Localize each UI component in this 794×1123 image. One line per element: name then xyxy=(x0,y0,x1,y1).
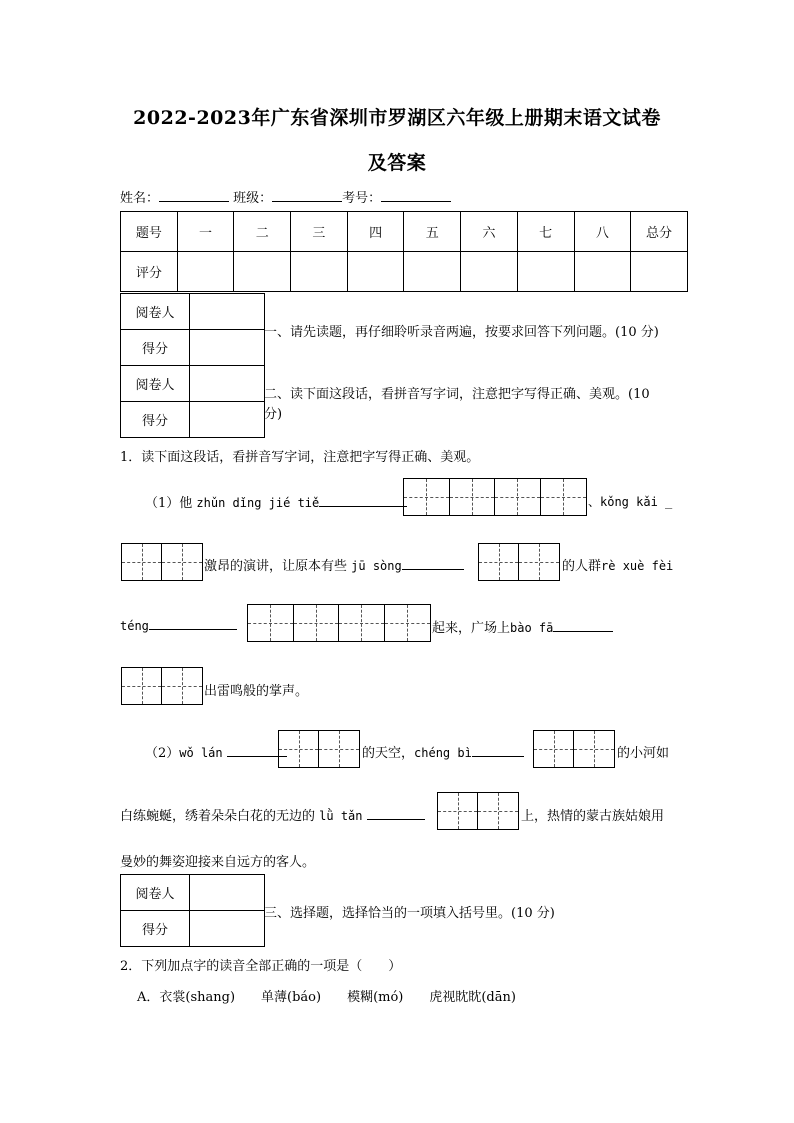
score-cell[interactable] xyxy=(461,252,518,292)
score-label: 得分 xyxy=(121,330,190,366)
section-3-heading: 三、选择题，选择恰当的一项填入括号里。(10 分) xyxy=(264,906,555,921)
tianzige-2[interactable] xyxy=(121,543,203,581)
pinyin: lǜ tǎn xyxy=(319,809,363,823)
tianzige-2[interactable] xyxy=(478,543,560,581)
tianzige-cell[interactable] xyxy=(122,668,162,704)
reviewer-cell[interactable] xyxy=(190,294,265,330)
score-cell[interactable] xyxy=(347,252,404,292)
pinyin: téng xyxy=(120,619,149,633)
pinyin: bào fā xyxy=(510,621,554,635)
q1-p1-prefix: （1）他 xyxy=(145,496,193,511)
tianzige-cell[interactable] xyxy=(519,544,559,580)
score-table-header-row xyxy=(121,212,688,252)
reviewer-label: 阅卷人 xyxy=(121,366,190,402)
tianzige-cell[interactable] xyxy=(319,731,359,767)
tianzige-2[interactable] xyxy=(278,730,360,768)
tianzige-cell[interactable] xyxy=(385,605,431,641)
tianzige-cell[interactable] xyxy=(279,731,319,767)
score-cell[interactable] xyxy=(631,252,688,292)
name-blank[interactable] xyxy=(159,189,229,202)
text: 的人群 xyxy=(562,559,602,574)
section-2-heading: 二、读下面这段话，看拼音写字词，注意把字写得正确、美观。(10 xyxy=(264,387,650,402)
section-1-heading: 一、请先读题，再仔细聆听录音两遍，按要求回答下列问题。(10 分) xyxy=(264,325,659,340)
answer-blank xyxy=(553,619,613,632)
score-cell[interactable] xyxy=(517,252,574,292)
pinyin: rè xuè fèi xyxy=(601,559,674,573)
score-cell[interactable] xyxy=(574,252,631,292)
score-label: 得分 xyxy=(121,402,190,438)
text: 白练蜿蜒，绣着朵朵白花的无边的 xyxy=(120,809,316,824)
col-header: 四 xyxy=(347,212,404,252)
class-label: 班级： xyxy=(233,191,273,206)
text: 的天空， xyxy=(362,746,415,761)
q1-line3 xyxy=(120,617,237,634)
tianzige-cell[interactable] xyxy=(122,544,162,580)
reviewer-cell[interactable] xyxy=(190,875,265,911)
q1-stem: 1．读下面这段话，看拼音写字词，注意把字写得正确、美观。 xyxy=(120,450,480,465)
score-cell[interactable] xyxy=(291,252,348,292)
q2-stem: 2．下列加点字的读音全部正确的一项是（ ） xyxy=(120,959,402,974)
reviewer-label: 阅卷人 xyxy=(121,875,190,911)
name-label: 姓名： xyxy=(120,191,160,206)
score-cell[interactable] xyxy=(190,330,265,366)
tianzige-cell[interactable] xyxy=(495,479,541,515)
doc-title-line1: 2022-2023年广东省深圳市罗湖区六年级上册期末语文试卷 xyxy=(133,107,661,129)
tianzige-cell[interactable] xyxy=(574,731,614,767)
pinyin: jū sòng xyxy=(351,559,402,573)
q1-line7: 曼妙的舞姿迎接来自远方的客人。 xyxy=(120,855,316,870)
col-header: 总分 xyxy=(631,212,688,252)
doc-title-line2: 及答案 xyxy=(367,152,427,174)
exam-blank[interactable] xyxy=(381,189,451,202)
q1-line2-text xyxy=(204,555,464,574)
col-header: 二 xyxy=(234,212,291,252)
answer-blank xyxy=(319,494,407,507)
q1-line5 xyxy=(145,742,287,761)
q1-line2-tail xyxy=(562,555,673,574)
tianzige-2[interactable] xyxy=(533,730,615,768)
pinyin: 、kǒng kǎi _ xyxy=(588,495,673,509)
score-cell[interactable] xyxy=(404,252,461,292)
q1-line6-tail: 上，热情的蒙古族姑娘用 xyxy=(521,809,665,824)
tianzige-2[interactable] xyxy=(121,667,203,705)
tianzige-cell[interactable] xyxy=(479,544,519,580)
tianzige-cell[interactable] xyxy=(534,731,574,767)
col-header: 三 xyxy=(291,212,348,252)
grader-box-2 xyxy=(120,874,265,947)
col-header: 六 xyxy=(461,212,518,252)
score-label: 得分 xyxy=(121,911,190,947)
score-cell[interactable] xyxy=(190,911,265,947)
tianzige-cell[interactable] xyxy=(162,544,202,580)
exam-label: 考号： xyxy=(342,191,382,206)
tianzige-4[interactable] xyxy=(247,604,431,642)
q1-line1 xyxy=(145,492,407,511)
answer-blank xyxy=(149,617,237,630)
tianzige-cell[interactable] xyxy=(294,605,340,641)
answer-blank xyxy=(367,807,425,820)
q2-option-a[interactable]: A．衣裳(shang) 单薄(báo) 模糊(mó) 虎视眈眈(dān) xyxy=(137,990,516,1005)
col-header: 一 xyxy=(177,212,234,252)
score-cell[interactable] xyxy=(177,252,234,292)
score-table-score-row xyxy=(121,252,688,292)
grader-box-1 xyxy=(120,293,265,438)
answer-blank xyxy=(402,557,464,570)
score-table xyxy=(120,211,688,292)
col-header: 五 xyxy=(404,212,461,252)
q1-line3-tail xyxy=(432,617,613,636)
class-blank[interactable] xyxy=(272,189,342,202)
q1-line4-text: 出雷鸣般的掌声。 xyxy=(204,684,309,699)
score-cell[interactable] xyxy=(190,402,265,438)
score-table-header: 题号 xyxy=(121,212,178,252)
pinyin: chéng bì xyxy=(414,746,472,760)
tianzige-cell[interactable] xyxy=(404,479,450,515)
col-header: 八 xyxy=(574,212,631,252)
tianzige-cell[interactable] xyxy=(541,479,587,515)
tianzige-4[interactable] xyxy=(403,478,587,516)
reviewer-cell[interactable] xyxy=(190,366,265,402)
tianzige-cell[interactable] xyxy=(162,668,202,704)
text: 起来，广场上 xyxy=(432,621,511,636)
q1-line5-tail: 的小河如 xyxy=(617,746,670,761)
pinyin: wǒ lán xyxy=(179,746,223,760)
info-line xyxy=(120,187,451,206)
pinyin: zhǔn dǐng jié tiě xyxy=(196,496,320,510)
score-cell[interactable] xyxy=(234,252,291,292)
col-header: 七 xyxy=(517,212,574,252)
tianzige-cell[interactable] xyxy=(478,793,518,829)
tianzige-cell[interactable] xyxy=(450,479,496,515)
q1-line5-mid xyxy=(362,742,524,761)
tianzige-cell[interactable] xyxy=(339,605,385,641)
score-row-header: 评分 xyxy=(121,252,178,292)
tianzige-cell[interactable] xyxy=(438,793,478,829)
q1-p5-prefix: （2） xyxy=(145,746,180,761)
section-2-heading-cont: 分) xyxy=(264,407,283,422)
q1-line6 xyxy=(120,805,425,824)
text: 激昂的演讲，让原本有些 xyxy=(204,559,348,574)
tianzige-2[interactable] xyxy=(437,792,519,830)
answer-blank xyxy=(472,744,524,757)
reviewer-label: 阅卷人 xyxy=(121,294,190,330)
tianzige-cell[interactable] xyxy=(248,605,294,641)
